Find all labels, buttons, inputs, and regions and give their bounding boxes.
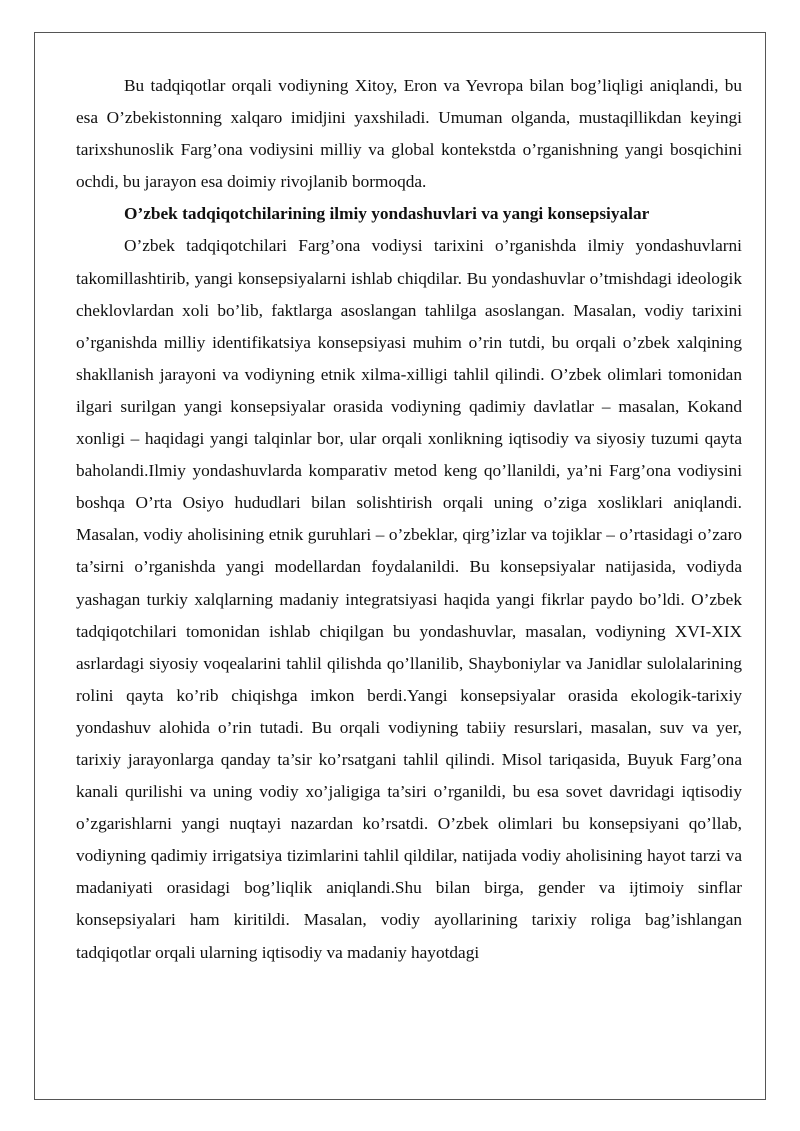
intro-paragraph: Bu tadqiqotlar orqali vodiyning Xitoy, Eron va Yevropa bilan bog’liqligi aniqlandi, bu esa O’zbekistonning xalqaro imidjini yaxshiladi. Umuman olganda, mustaqillikdan keyingi tarixshunoslik Farg’ona vodiysini milliy va global kontekstda o’rganishning yangi bosqichini ochdi, bu jarayon esa doimiy rivojlanib bormoqda.: [76, 76, 742, 192]
main-paragraph: O’zbek tadqiqotchilari Farg’ona vodiysi tarixini o’rganishda ilmiy yondashuvlarni takomillashtirib, yangi konsepsiyalarni ishlab chiqdilar. Bu yondashuvlar o’tmishdagi ideologik cheklovlardan xoli bo’lib, faktlarga asoslangan tahlilga asoslangan. Masalan, vodiy tarixini o’rganishda milliy identifikatsiya konsepsiyasi muhim o’rin tutdi, bu orqali o’zbek xalqining shakllanish jarayoni va vodiyning etnik xilma-xilligi tahlil qilindi. O’zbek olimlari tomonidan ilgari surilgan yangi konsepsiyalar orasida vodiyning qadimiy davlatlar – masalan, Kokand xonligi – haqidagi yangi talqinlar bor, ular orqali xonlikning iqtisodiy va siyosiy tuzumi qayta baholandi.Ilmiy yondashuvlarda komparativ metod keng qo’llanildi, ya’ni Farg’ona vodiysini boshqa O’rta Osiyo hududlari bilan solishtirish orqali uning o’ziga xosliklari aniqlandi. Masalan, vodiy aholisining etnik guruhlari – o’zbeklar, qirg’izlar va tojiklar – o’rtasidagi o’zaro ta’sirni o’rganishda yangi modellardan foydalanildi. Bu konsepsiyalar natijasida, vodiyda yashagan turkiy xalqlarning madaniy integratsiyasi haqida yangi fikrlar paydo bo’ldi. O’zbek tadqiqotchilari tomonidan ishlab chiqilgan bu yondashuvlar, masalan, vodiyning XVI-XIX asrlardagi siyosiy voqealarini tahlil qilishda qo’llanilib, Shayboniylar va Janidlar sulolalarining rolini qayta ko’rib chiqishga imkon berdi.Yangi konsepsiyalar orasida ekologik-tarixiy yondashuv alohida o’rin tutadi. Bu orqali vodiyning tabiiy resurslari, masalan, suv va yer, tarixiy jarayonlarga qanday ta’sir ko’rsatgani tahlil qilindi. Misol tariqasida, Buyuk Farg’ona kanali qurilishi va uning vodiy xo’jaligiga ta’siri o’rganildi, bu esa sovet davridagi iqtisodiy o’zgarishlarni yangi nuqtayi nazardan ko’rsatdi. O’zbek olimlari bu konsepsiyani qo’llab, vodiyning qadimiy irrigatsiya tizimlarini tahlil qildilar, natijada vodiy aholisining hayot tarzi va madaniyati orasidagi bog’liqlik aniqlandi.Shu bilan birga, gender va ijtimoiy sinflar konsepsiyalari ham kiritildi. Masalan, vodiy ayollarining tarixiy roliga bag’ishlangan tadqiqotlar orqali ularning iqtisodiy va madaniy hayotdagi: [76, 236, 742, 962]
document-body: [76, 70, 742, 969]
section-heading: O’zbek tadqiqotchilarining ilmiy yondashuvlari va yangi konsepsiyalar: [124, 204, 650, 224]
